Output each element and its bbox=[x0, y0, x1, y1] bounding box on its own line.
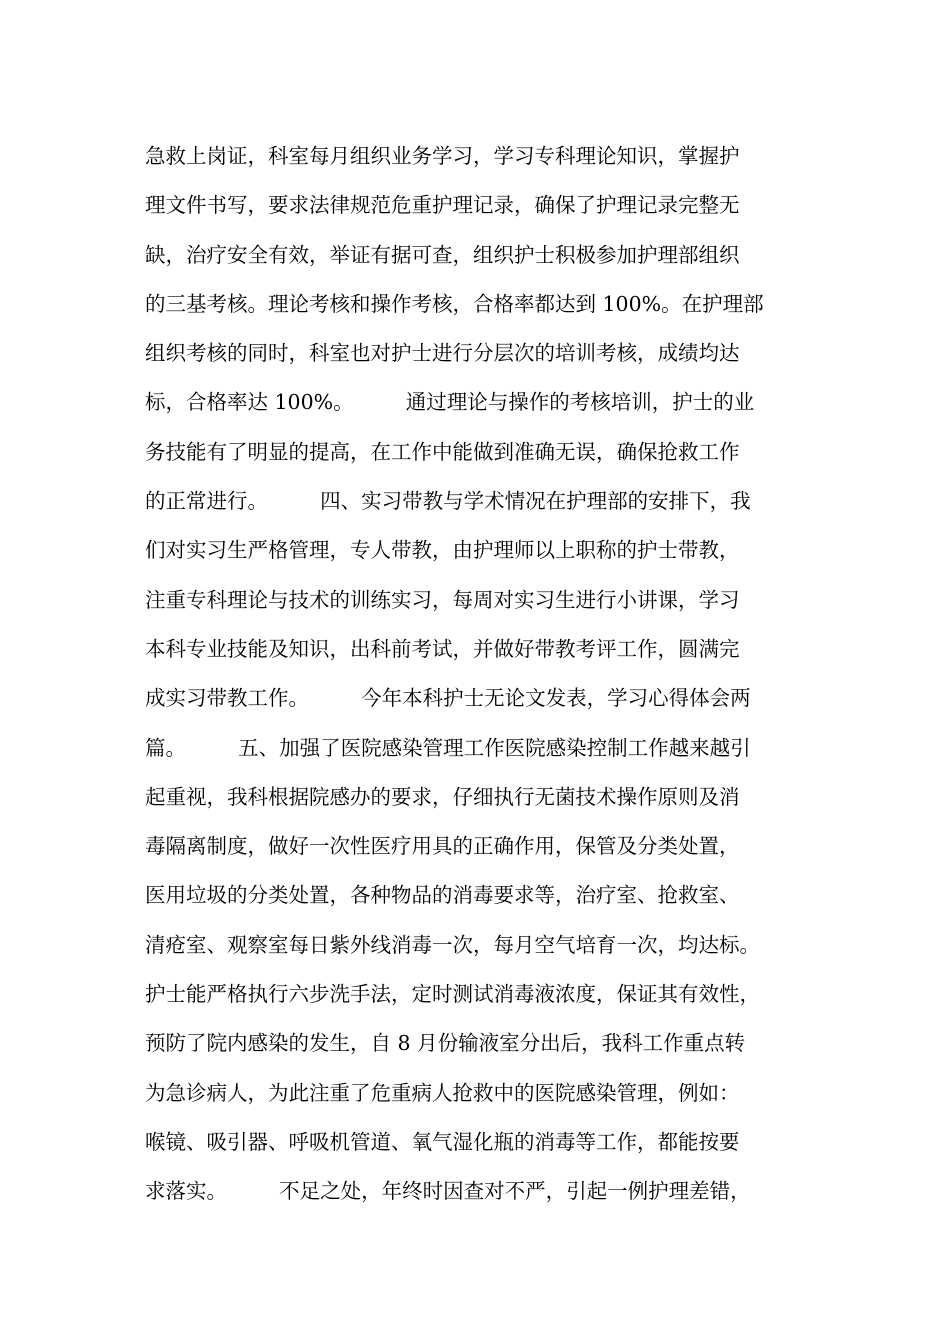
text-line-10: 注重专科理论与技术的训练实习，每周对实习生进行小讲课，学习 bbox=[145, 587, 740, 612]
text-line-8: 的正常进行。 四、实习带教与学术情况在护理部的安排下，我 bbox=[145, 489, 751, 514]
text-line-17: 清疮室、观察室每日紫外线消毒一次，每月空气培育一次，均达标。 bbox=[145, 932, 760, 957]
text-line-7: 务技能有了明显的提高，在工作中能做到准确无误，确保抢救工作 bbox=[145, 439, 740, 464]
text-line-18: 护士能严格执行六步洗手法，定时测试消毒液浓度，保证其有效性， bbox=[145, 982, 760, 1007]
text-line-20: 为急诊病人，为此注重了危重病人抢救中的医院感染管理，例如： bbox=[145, 1080, 740, 1105]
text-line-13: 篇。 五、加强了医院感染管理工作医院感染控制工作越来越引 bbox=[145, 735, 751, 760]
text-line-4: 的三基考核。理论考核和操作考核，合格率都达到 100%。在护理部 bbox=[145, 291, 764, 316]
body-text bbox=[145, 132, 825, 1217]
text-line-2: 理文件书写，要求法律规范危重护理记录，确保了护理记录完整无 bbox=[145, 193, 740, 218]
text-line-12: 成实习带教工作。 今年本科护士无论文发表，学习心得体会两 bbox=[145, 686, 751, 711]
text-line-3: 缺，治疗安全有效，举证有据可查，组织护士积极参加护理部组织 bbox=[145, 242, 740, 267]
text-line-16: 医用垃圾的分类处置，各种物品的消毒要求等，治疗室、抢救室、 bbox=[145, 883, 740, 908]
text-line-6: 标，合格率达 100%。 通过理论与操作的考核培训，护士的业 bbox=[145, 390, 755, 415]
text-line-1: 急救上岗证，科室每月组织业务学习，学习专科理论知识，掌握护 bbox=[145, 144, 740, 168]
text-line-21: 喉镜、吸引器、呼吸机管道、氧气湿化瓶的消毒等工作，都能按要 bbox=[145, 1129, 740, 1154]
text-line-14: 起重视，我科根据院感办的要求，仔细执行无菌技术操作原则及消 bbox=[145, 784, 740, 809]
text-line-5: 组织考核的同时，科室也对护士进行分层次的培训考核，成绩均达 bbox=[145, 341, 740, 366]
text-line-19: 预防了院内感染的发生，自 8 月份输液室分出后，我科工作重点转 bbox=[145, 1031, 746, 1056]
text-line-9: 们对实习生严格管理，专人带教，由护理师以上职称的护士带教， bbox=[145, 538, 740, 563]
text-line-11: 本科专业技能及知识，出科前考试，并做好带教考评工作，圆满完 bbox=[145, 636, 740, 661]
text-line-15: 毒隔离制度，做好一次性医疗用具的正确作用，保管及分类处置， bbox=[145, 834, 740, 859]
text-line-22: 求落实。 不足之处，年终时因查对不严，引起一例护理差错， bbox=[145, 1179, 751, 1204]
